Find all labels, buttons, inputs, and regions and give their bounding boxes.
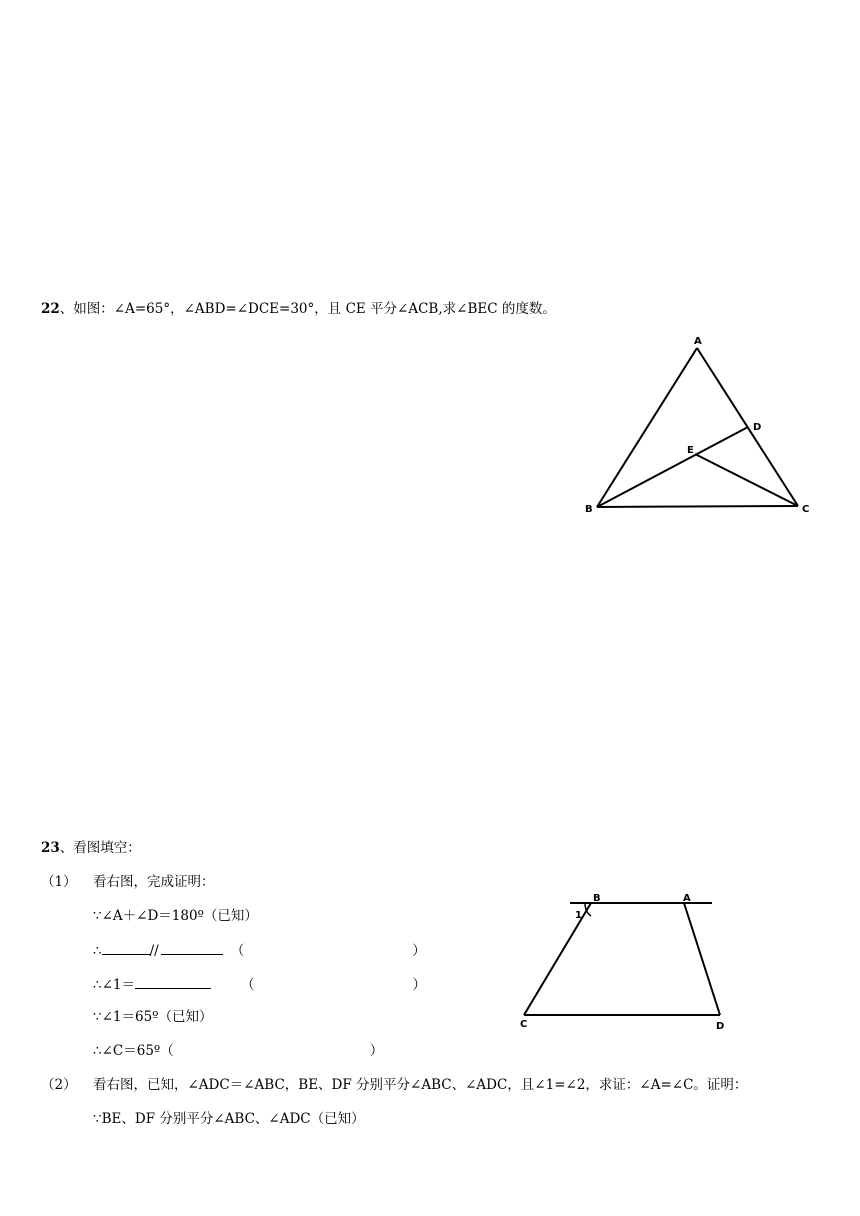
proof-line-4: ∵∠1＝65º（已知）: [93, 1009, 213, 1025]
paren-open: （: [241, 977, 255, 993]
question-title: 、看图填空：: [59, 840, 141, 856]
blank-line-2a[interactable]: [102, 940, 150, 955]
proof-line-2: [93, 940, 426, 960]
label-C: C: [802, 504, 810, 515]
segment-AB: [597, 348, 697, 507]
label-D: D: [716, 1021, 725, 1032]
paren-close: ）: [412, 943, 426, 959]
proof-line-5: [93, 1042, 383, 1060]
therefore-symbol: ∴: [93, 943, 102, 959]
segment-BC: [597, 506, 798, 507]
question-text: 、如图：∠A=65°，∠ABD=∠DCE=30°，且 CE 平分∠ACB,求∠BEC 的度数。: [59, 301, 556, 317]
question-number: 22: [41, 301, 60, 317]
blank-line-3[interactable]: [135, 974, 211, 989]
part1-intro: 看右图，完成证明：: [93, 874, 215, 890]
part2-text: 看右图，已知，∠ADC＝∠ABC，BE、DF 分别平分∠ABC、∠ADC，且∠1=∠2，求证：∠A=∠C。证明：: [93, 1077, 748, 1093]
proof-line-3: [93, 974, 426, 994]
paren-close: ）: [369, 1043, 384, 1059]
part1-header: [41, 873, 77, 891]
paren-open: （: [230, 943, 245, 959]
blank-line-2b[interactable]: [161, 940, 223, 955]
label-angle-1: 1: [575, 910, 582, 921]
line5-prefix: ∴∠C＝65º（: [93, 1043, 174, 1059]
parallel-symbol: //: [149, 943, 159, 959]
question-23: [41, 839, 141, 857]
proof-line-1: ∵∠A＋∠D＝180º（已知）: [93, 908, 258, 924]
label-C: C: [520, 1019, 528, 1030]
label-B: B: [585, 504, 593, 515]
question-number: 23: [41, 840, 60, 856]
segment-BD: [597, 427, 748, 507]
label-E: E: [687, 445, 694, 456]
label-A: A: [694, 336, 702, 347]
label-B: B: [593, 893, 601, 904]
label-A: A: [683, 893, 691, 904]
part2-index: （2）: [41, 1077, 77, 1093]
segment-AD: [684, 903, 720, 1015]
part1-index: （1）: [41, 874, 77, 890]
paren-close: ）: [412, 977, 426, 993]
part2-line-1: ∵BE、DF 分别平分∠ABC、∠ADC（已知）: [93, 1111, 365, 1127]
label-D: D: [753, 422, 762, 433]
line3-prefix: ∴∠1＝: [93, 977, 135, 993]
